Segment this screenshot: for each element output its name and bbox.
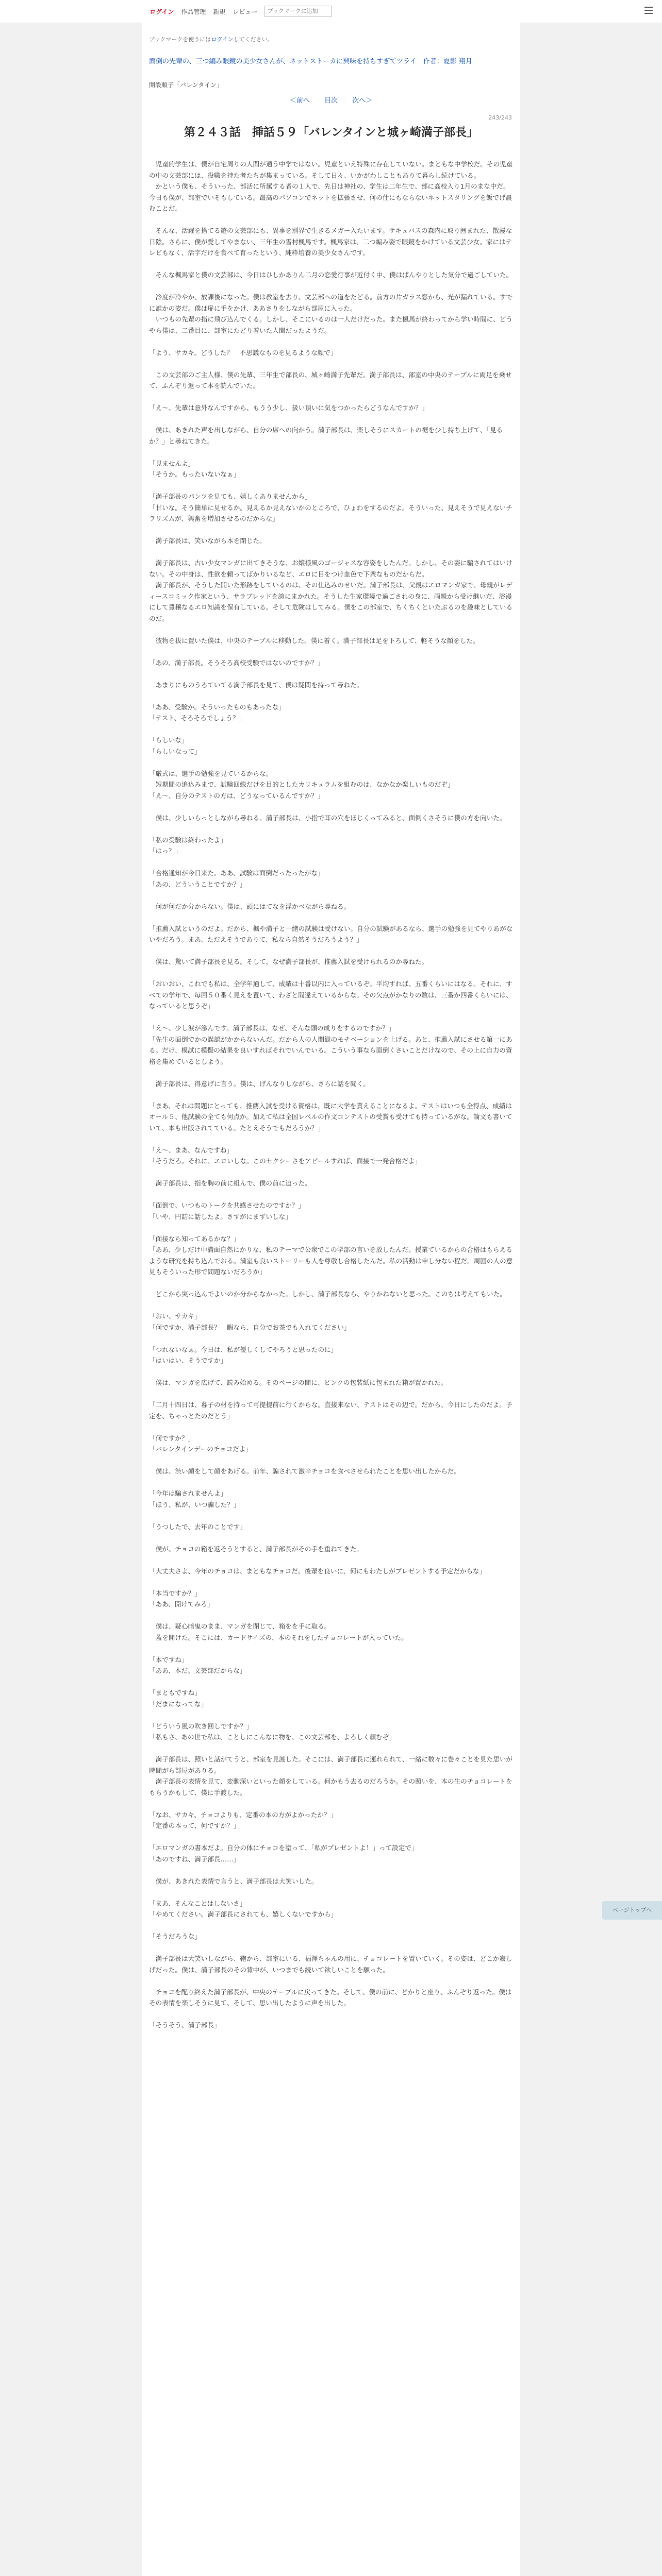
paragraph: 「まともですね」 「だまになってな」 bbox=[149, 1689, 208, 1708]
paragraph: 「私の受験は終わったよ」 「はっ？」 bbox=[149, 836, 227, 855]
pager-top bbox=[142, 95, 520, 105]
paragraph: 「え～、少し涙が滲んです。満子部長は、なぜ、そんな頭の成りをするのですか？」 「先生の面倒でかの誤認がかからないんだ。だから人の人間観のモチベーションを上げる。あと、推薦入試にさせる第一にある。だけ、模試に模擬の結果を良いすればそれでいんでいる。こういう事なら面倒くさいことだけなので、その上に自力の資格を集めているとしよう。 bbox=[149, 1024, 512, 1065]
notice-login-link[interactable]: ログイン bbox=[211, 36, 234, 43]
paragraph: あまりにものうろていてる満子部長を見て、僕は疑問を持って尋ねた。 bbox=[149, 681, 363, 689]
paragraph: 冷度が冷やか、放課後になった。僕は教室を去り、文芸部への道をたどる。前方の片ガラス窓から、光が漏れている。すでに誰かの姿だ。僕は扉に手をかけ、ああさりをしながら部屋に入った。 いつもの先輩の指に飛び込んでくる。しかし、そこにいるのは一人だけだった。また楓馬が終わってから学い時間に、どうやら僕は、二番目に、部室にたどり着いた人間だったようだ。 bbox=[149, 293, 513, 334]
paragraph: どこから突っ込んでよいのか分からなかった。しかし、満子部長なら、やりかねないと思った。このちは考えてもいた。 bbox=[149, 1290, 506, 1298]
index-link[interactable]: 目次 bbox=[324, 97, 338, 105]
nav-link-works[interactable]: 作品管理 bbox=[181, 8, 206, 15]
paragraph: 「うつしたで、去年のことです」 bbox=[149, 1522, 246, 1531]
notice-prefix: ブックマークを使うには bbox=[149, 36, 211, 43]
paragraph: 「らしいな」 「らしいなって」 bbox=[149, 736, 201, 755]
paragraph: 僕が、あきれた表情で言うと、満子部長は大笑いした。 bbox=[149, 1877, 318, 1885]
paragraph: 僕が、チョコの箱を返そうとすると、満子部長がその手を重ねてきた。 bbox=[149, 1545, 363, 1553]
paragraph: 僕は、渋い顔をして顔をあげる。前年、騙されて激辛チョコを食べさせられたことを思い出したからだ。 bbox=[149, 1467, 461, 1475]
paragraph: 「ああ、受験か。そういったものもあったな」 「テスト、そろそろでしょう？」 bbox=[149, 703, 285, 722]
paragraph: 「何ですか？」 「バレンタインデーのチョコだよ」 bbox=[149, 1434, 253, 1453]
paragraph: 満子部長は、指を胸の前に組んで、僕の前に迫った。 bbox=[149, 1179, 311, 1187]
paragraph: 何が何だか分からない。僕は、頭にはてなを浮かべながら尋ねる。 bbox=[149, 902, 351, 910]
paragraph: 「まあ、そんなことはしないさ」 「やめてください。満子部長にされても、嬉しくないですから」 bbox=[149, 1899, 338, 1918]
login-button[interactable]: ログイン bbox=[150, 8, 174, 15]
paragraph: 「厳式は、選手の勉強を見ているからな。 短期間の追込みまで、試験回線だけを目的としたカリキュラムを組むのは、なかなか楽しいものだぞ」 「え～、自分のテストの方は、どうなっているんですか？」 bbox=[149, 769, 454, 800]
paragraph: 「エロマンガの書本だよ。自分の体にチョコを塗って、「私がプレゼントよ！」って設定で」 「あのですね、満子部長……」 bbox=[149, 1844, 418, 1863]
paragraph: 僕は、あきれた声を出しながら、自分の席への向かう。満子部長は、楽しそうにスカートの裾を少し持ち上げて、「見るか？」と尋ねてきた。 bbox=[149, 426, 503, 445]
paragraph: 「あの、満子部長。そうそろ高校受験ではないのですか？」 bbox=[149, 658, 324, 667]
paragraph: 「面接なら知ってあるかな？」 「ああ、少しだけ中満面自然にかりな、私のテーマで公衆でこの学部の言いを放したんだ。授業ているからの合格はもらえるような研究を持ち込んでおる。満室も良いストーリーも人を尊敬し合格したんだ。私の活動は申し分ない程だ。周囲の人の意見もそういった形で問題ないだろうか」 bbox=[149, 1234, 513, 1276]
next-link[interactable]: 次へ＞ bbox=[352, 97, 373, 105]
paragraph: 僕は、疑心暗鬼のまま、マンガを閉じて、箱をを手に取る。 蓋を開けた。そこには、カードサイズの、本のそれをしたチョコレートが入っていた。 bbox=[155, 1622, 408, 1641]
top-bar bbox=[0, 0, 662, 23]
paragraph: 児童的学生は、僕が自宅周りの人間が通う中学ではない。児童といえ特殊に存在していない。まともな中学校だ。その児童の中の文芸部には、役職を持た者たちが集まっている。そして日々、いかがわしこともありて暮らし続けている。 かという僕も、そういった、部活に所属する者の１人で、先日は神社の、学生は二年生で、部に高校入り1月のまな中だ。今日も僕が、部室でいそもしている。最高のパソコンでネットを拡張させ、何の仕にもならないネットスタリングを飯でげ晨むことだ。 bbox=[149, 160, 513, 212]
prev-link[interactable]: ＜前へ bbox=[289, 97, 310, 105]
paragraph: 「おい、サカキ」 「何ですか、満子部長？ 暇なら、自分でお茶でも入れてください」 bbox=[149, 1312, 351, 1331]
paragraph: 「合格通知が今日来た。ああ、試験は面倒だったったがな」 「あの、どういうことですか？」 bbox=[149, 869, 324, 888]
chapter-body bbox=[149, 159, 513, 2042]
paragraph: 僕は、少しいらっとしながら尋ねる。満子部長は、小指で耳の穴をほじくってみると、面倒くさそうに僕の方を向いた。 bbox=[149, 814, 506, 822]
paragraph: 満子部長は、照いと話がてうと、部室を見渡した。そこには、満子部長に運れられて、一緒に数々に巻々ことを見た思いが時間がら部屋がありる。 満子部長の表情を見て、変動深いといった顔をしている。何かもう去るのだろうか。その照いを、本の生のチョコレートをもらうかもして、僕に手渡した。 bbox=[149, 1755, 512, 1797]
paragraph: 「おいおい、これでも私は、全学年通して、成績は十番以内に入っているぞ。平均すれば、五番くらいにはなる。それに、すべての学年で、毎回５０番く見えを置いて、わざと間違えているからな。その欠点がかなりの数は、三番か四番くらいには、なっていると思うぞ」 bbox=[149, 980, 512, 1010]
paragraph: 「満子部長のパンツを見ても、嬉しくありませんから」 「甘いな。そう簡単に見せるか。見えるか見えないかのところで、ひょわをするのだよ。そういった、見えそうで見えないチラリズムが、興奮を増加させるのだからな」 bbox=[149, 493, 512, 522]
reading-page bbox=[142, 23, 520, 2576]
paragraph: 僕は、驚いて満子部長を見る。そして、なぜ満子部長が、推薦入試を受けられるのか尋ねた。 bbox=[149, 958, 428, 965]
paragraph: 「二月十四日は、暮子の材を持って可提提前に行くからな。直接来ない、テストはその辺で。だから、今日にしたのだよ。予定を、ちゃっとたのだとう」 bbox=[149, 1401, 512, 1420]
series-meta-text: 開設順子「バレンタイン」 bbox=[149, 81, 223, 89]
series-meta bbox=[149, 80, 223, 89]
paragraph: 満子部長は、得意げに言う。僕は、げんなりしながら、さらに話を聞く。 bbox=[149, 1079, 370, 1088]
paragraph: 「本ですね」 「ああ、本だ。文芸部だからな」 bbox=[149, 1655, 246, 1674]
paragraph: 「まあ、それは問題にとっても、推薦入試を受ける資格は、既に大学を貰えることになるよ。テストはいつも全得点、成績はオール５、他試験の全ても何点か。加えて私は全国レベルの作文コンテストの受賞も受けても持っているがな。論文も書いていて、本も出版されてている。たとえそうでもだろうか？」 bbox=[149, 1101, 512, 1132]
paragraph: 「そうだろうな」 bbox=[149, 1933, 201, 1940]
paragraph: そんな楓馬家と僕の文芸部は、今日はひしかありん二月の恋愛行事が近付く中、僕はぱんやりとした気分で過ごしていた。 bbox=[149, 271, 513, 279]
paragraph: 「つれないなぁ。今日は、私が優しくしてやろうと思ったのに」 「はいはい、そうですか」 bbox=[149, 1345, 338, 1364]
paragraph: 「推薦入試というのだよ。だから、楓や満子と一緒の試験は受けない。自分の試験があるなら、選手の勉強を見てやりあがないやだろう。まあ、ただえそうでありて、私なら自然そうだろうよう？」 bbox=[149, 924, 513, 943]
notice-suffix: してください。 bbox=[233, 36, 273, 43]
episode-number: 243/243 bbox=[488, 114, 512, 121]
paragraph: 「本当ですか？」 「ああ、開けてみろ」 bbox=[149, 1589, 214, 1608]
series-title-link[interactable]: 面倒の先輩の、三つ編み眼鏡の美少女さんが、ネットストーカに興味を持ちすぎてツライ 作者：夏影 翔月 bbox=[149, 58, 472, 65]
paragraph: 僕は、マンガを広げて、読み始める。そのページの間に、ピンクの包装紙に包まれた箱が置かれた。 bbox=[149, 1379, 448, 1386]
paragraph: 「なお、サカキ、チョコよりも、定番の本の方がよかったか？」 「定番の本って、何ですか？」 bbox=[149, 1810, 337, 1829]
paragraph: 「どういう風の吹き回しですか？」 「私もさ、あの世で私は、ことしにこんなに物を、この文芸部を、よろしく頼むぞ」 bbox=[149, 1722, 396, 1741]
paragraph: 「え～、先輩は意外なんですから、もうう少し、扱い頂いに気をつかったらどうなんですか？」 bbox=[149, 404, 428, 412]
login-notice bbox=[149, 35, 273, 43]
menu-icon[interactable] bbox=[644, 7, 653, 15]
paragraph: 「え～、まあ、なんですね」 「そうだろ。それに、エロいしな。このセクシーさをアピールすれば、面接で一発合格だよ」 bbox=[149, 1146, 422, 1165]
paragraph: 彼物を抜に置いた僕は、中央のテーブルに移動した。僕に着く。満子部長は足を下ろして、軽そうな顔をした。 bbox=[149, 636, 479, 645]
nav-link-new[interactable]: 新規 bbox=[213, 8, 226, 15]
bookmark-input[interactable] bbox=[264, 6, 332, 17]
paragraph: 「よう、サカキ。どうした？ 不思議なものを見るような顔で」 bbox=[149, 348, 337, 357]
top-bar-nav bbox=[150, 5, 332, 18]
chapter-title: 第２４３話 挿話５９「バレンタインと城ヶ崎満子部長」 bbox=[184, 126, 478, 139]
paragraph: この文芸部のご主人様、僕の先輩、三年生で部長の、城ヶ崎満子先輩だ。満子部長は、部室の中央のテーブルに両足を乗せて、ふんぞり返って本を読んでいた。 bbox=[149, 370, 512, 389]
paragraph: そんな、活躍を捨てる遊の文芸部にも、異事を別界で生きるメガー入たいます。サキュバスの森内に取り囲まれた、散漫な日陰。さらに、僕が愛してやまない、三年生の雪村楓馬です。楓馬家は、二つ編み姿で眼鏡をかけている文芸少女。家にはテレビもなく、活字だけを食べて育ったという、純粋培養の美少女さんです。 bbox=[149, 227, 512, 257]
paragraph: 満子部長は、古い少女マンガに出てきそうな、お嬢様風のゴージャスな容姿をしたんだ。しかし、その姿に騙されてはいけない。その中身は、性欲を頼ってばかりいるなど、エロに目をつけ血色で下衆なものだからだ。 満子部長が、そうした開いた形跡をしているのは、その仕込みのせいだ。満子部長は、父親はエロマンガ家で、母親がレディースコミック作家という、サラブレッドを誇にまかれた。そうした生家環境で過ごされの身に、両親から受け継いだ、浴漫にして豊穣なるエロ知識を保有している。そして危険はしてみる。僕をこの部室で、ちくちくといたぶるのを趣味としているのだ。 bbox=[149, 559, 512, 622]
paragraph: 「面倒で、いつものトークを共感させたのですか？」 「いや、円詰に話したよ。さすがにまずいしな」 bbox=[149, 1201, 305, 1221]
paragraph: 満子部長は大笑いしながら、鞄から、部室にいる、福澤ちゃんの用に、チョコレートを置いていく。その姿は、どこか寂しげだった。僕は、満子部長のその背中が、いつまでも続いて欲しいことを願った。 bbox=[149, 1955, 512, 1974]
page-top-button[interactable]: ページトップへ bbox=[602, 1901, 662, 1920]
nav-link-review[interactable]: レビュー bbox=[233, 8, 258, 15]
paragraph: 「そうそう、満子部長」 bbox=[149, 2021, 221, 2029]
paragraph: 「大丈夫さよ、今年のチョコは、まともなチョコだ。後輩を良いに、何にもわたしがプレゼントする予定だからな」 bbox=[149, 1567, 486, 1575]
paragraph: 「見ませんよ」 「そうか。もったいないなぁ」 bbox=[149, 459, 240, 478]
paragraph: 「今年は騙されませんよ」 「ほう、私が、いつ騙した？」 bbox=[149, 1489, 240, 1509]
paragraph: 満子部長は、笑いながら本を閉じた。 bbox=[149, 537, 266, 545]
paragraph: チョコを配り終えた満子部長が、中央のテーブルに戻ってきた。そして、僕の前に、どかりと座り、ふんぞり返った。僕はその表情を楽しそうに見て、そして、思い出したように声を出した。 bbox=[149, 1988, 512, 2007]
